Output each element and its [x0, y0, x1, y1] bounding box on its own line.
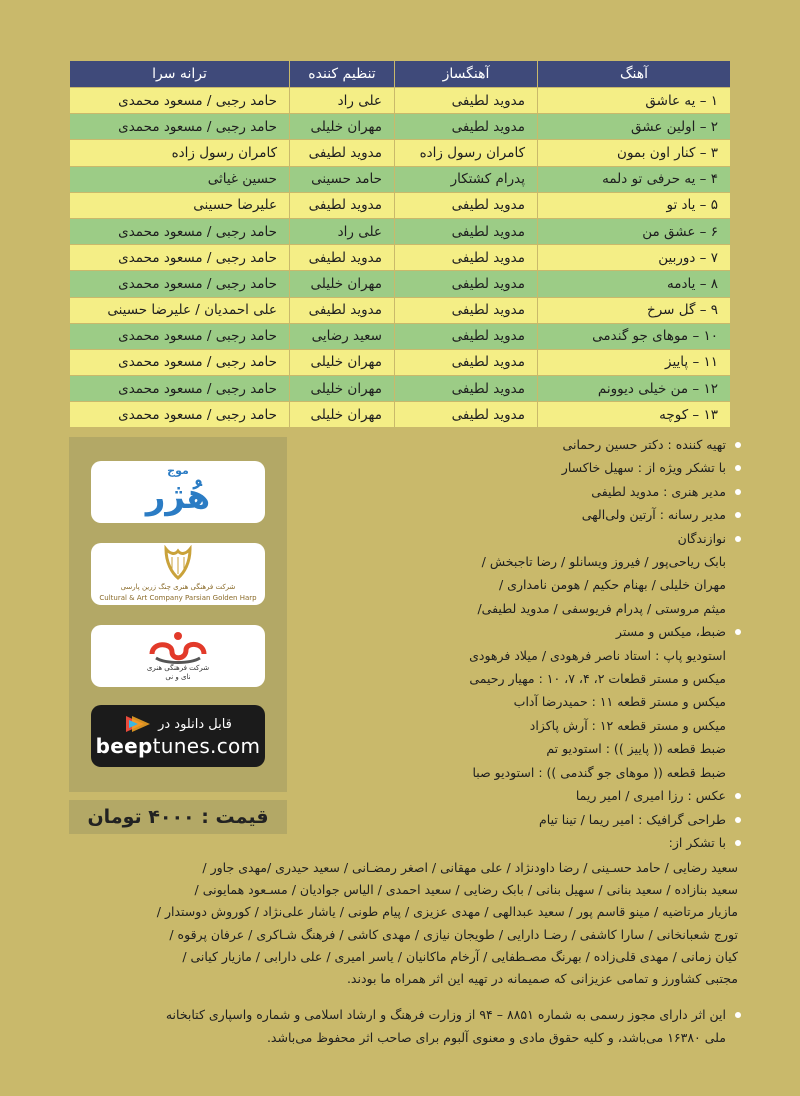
credit-line: طراحی گرافیک : امیر ریما / تینا تیام — [318, 808, 738, 831]
beeptunes-wordmark-rest: tunes.com — [152, 734, 261, 758]
lyricist-cell: حامد رجبی / مسعود محمدی — [70, 402, 290, 428]
table-row — [70, 192, 731, 218]
composer-cell: مدوید لطیفی — [395, 245, 538, 271]
thanks-line: سعید بنازاده / سعید بنانی / سهیل بنانی / بابک رضایی / سعید احمدی / الیاس جوادیان / مسـعود همایونی / — [194, 882, 738, 898]
credit-line: با تشکر از: — [318, 831, 738, 854]
lyricist-cell: حسین غیاثی — [70, 166, 290, 192]
arranger-cell: مدوید لطیفی — [290, 192, 395, 218]
credit-line: میثم مروستی / پدرام فریوسفی / مدوید لطیفی/ — [477, 600, 726, 616]
logo-panel — [69, 437, 287, 792]
song-cell: ۳ – کنار اون بمون — [538, 140, 731, 166]
composer-cell: مدوید لطیفی — [395, 323, 538, 349]
harp-icon — [158, 545, 198, 581]
arranger-cell: علی راد — [290, 218, 395, 244]
lyricist-cell: حامد رجبی / مسعود محمدی — [70, 88, 290, 114]
arranger-cell: مهران خلیلی — [290, 114, 395, 140]
credit-line: ضبط، میکس و مستر — [318, 620, 738, 643]
composer-cell: مدوید لطیفی — [395, 349, 538, 375]
composer-cell: مدوید لطیفی — [395, 271, 538, 297]
thanks-line: کیان زمانی / مهدی قلی‌زاده / بهرنگ مصـطفایی / آرخام ماکانیان / یاسر امیری / علی دارابی / مازیار کیانی / — [182, 948, 738, 964]
song-cell: ۷ – دوربین — [538, 245, 731, 271]
license-notice-line: این اثر دارای مجوز رسمی به شماره ۸۸۵۱ – ۹۴ از وزارت فرهنگ و ارشاد اسلامی و شماره واسپاری کتابخانه — [60, 1004, 738, 1027]
play-icon — [124, 714, 152, 734]
song-cell: ۱۱ – پاییز — [538, 349, 731, 375]
credit-line: ضبط قطعه (( پاییز )) : استودیو تم — [546, 741, 726, 757]
composer-cell: مدوید لطیفی — [395, 192, 538, 218]
arranger-cell: حامد حسینی — [290, 166, 395, 192]
composer-cell: مدوید لطیفی — [395, 218, 538, 244]
arranger-cell: مهران خلیلی — [290, 349, 395, 375]
credit-line: عکس : رزا امیری / امیر ریما — [318, 784, 738, 807]
song-cell: ۲ – اولین عشق — [538, 114, 731, 140]
song-cell: ۹ – گل سرخ — [538, 297, 731, 323]
arranger-cell: علی راد — [290, 88, 395, 114]
table-row — [70, 297, 731, 323]
composer-cell: مدوید لطیفی — [395, 88, 538, 114]
credit-line: نوازندگان — [318, 527, 738, 550]
lyricist-cell: حامد رجبی / مسعود محمدی — [70, 218, 290, 244]
thanks-line: مازیار مرتاضیه / مینو قاسم پور / سعید عبدالهی / مهدی عزیزی / پیام طونی / یاشار علی‌نژاد / کوروش دوستدار / — [156, 904, 738, 920]
table-row — [70, 402, 731, 428]
thanks-line: تورج شعبانخانی / سارا کاشفی / رضـا دارایی / طویجان نیازی / مهدی کاشی / فرهنگ شـاکری / عرفان پرقوه / — [169, 926, 738, 942]
lyricist-cell: حامد رجبی / مسعود محمدی — [70, 245, 290, 271]
lyricist-cell: حامد رجبی / مسعود محمدی — [70, 323, 290, 349]
naay-o-ney-icon — [142, 630, 214, 664]
table-row — [70, 114, 731, 140]
arranger-cell: مدوید لطیفی — [290, 140, 395, 166]
arranger-cell: سعید رضایی — [290, 323, 395, 349]
golden-harp-name-en: Cultural & Art Company Parsian Golden Harp — [99, 594, 257, 602]
lyricist-cell: حامد رجبی / مسعود محمدی — [70, 114, 290, 140]
credit-line: استودیو پاپ : استاد ناصر فرهودی / میلاد فرهودی — [469, 647, 726, 663]
composer-cell: پدرام کشتکار — [395, 166, 538, 192]
arranger-cell: مدوید لطیفی — [290, 297, 395, 323]
arranger-cell: مهران خلیلی — [290, 402, 395, 428]
credit-line: با تشکر ویژه از : سهیل خاکسار — [318, 456, 738, 479]
table-row — [70, 323, 731, 349]
naay-o-ney-name: نای و نی — [165, 673, 191, 681]
song-cell: ۱۳ – کوچه — [538, 402, 731, 428]
credits-list — [318, 433, 738, 854]
composer-cell: مدوید لطیفی — [395, 114, 538, 140]
composer-cell: کامران رسول زاده — [395, 140, 538, 166]
lyricist-cell: حامد رجبی / مسعود محمدی — [70, 349, 290, 375]
beeptunes-download-label: قابل دانلود در — [158, 716, 232, 732]
lyricist-cell: علیرضا حسینی — [70, 192, 290, 218]
header-composer: آهنگساز — [395, 61, 538, 88]
arranger-cell: مهران خلیلی — [290, 271, 395, 297]
price-label: قیمت : ۴۰۰۰ تومان — [69, 800, 287, 834]
hozar-logo-small: موج — [167, 463, 189, 477]
composer-cell: مدوید لطیفی — [395, 402, 538, 428]
thanks-line: مجتبی کشاورز و تمامی عزیزانی که صمیمانه در تهیه این اثر همراه ما بودند. — [346, 971, 738, 987]
song-cell: ۴ – یه حرفی تو دلمه — [538, 166, 731, 192]
table-row — [70, 376, 731, 402]
naay-o-ney-logo — [91, 625, 265, 687]
header-arranger: تنظیم کننده — [290, 61, 395, 88]
table-header-row — [70, 61, 731, 88]
credit-line: میکس و مستر قطعه ۱۲ : آرش پاکزاد — [529, 717, 726, 733]
credit-line: میکس و مستر قطعات ۲، ۴، ۷، ۱۰ : مهیار رحیمی — [469, 671, 726, 687]
lyricist-cell: علی احمدیان / علیرضا حسینی — [70, 297, 290, 323]
table-row — [70, 271, 731, 297]
hozar-logo-text — [145, 463, 211, 517]
credit-line: میکس و مستر قطعه ۱۱ : حمیدرضا آداب — [513, 694, 726, 710]
tracklist-table — [69, 60, 731, 428]
golden-harp-logo — [91, 543, 265, 605]
credit-line: بابک ریاحی‌پور / فیروز ویسانلو / رضا تاجبخش / — [481, 554, 726, 570]
license-notice-line: ملی ۱۶۳۸۰ می‌باشد، و کلیه حقوق مادی و معنوی آلبوم برای صاحب اثر محفوظ می‌باشد. — [266, 1029, 726, 1045]
song-cell: ۵ – یاد تو — [538, 192, 731, 218]
beeptunes-wordmark — [96, 734, 261, 758]
table-row — [70, 218, 731, 244]
license-notice — [60, 1004, 738, 1049]
hozar-logo — [91, 461, 265, 523]
beeptunes-wordmark-bold: beep — [95, 734, 153, 758]
golden-harp-name-fa: شرکت فرهنگی هنری چنگ زرین پارسی — [120, 583, 236, 591]
credit-line: تهیه کننده : دکتر حسین رحمانی — [318, 433, 738, 456]
hozar-logo-main: هُژر — [145, 476, 211, 517]
table-row — [70, 88, 731, 114]
credit-line: مدیر هنری : مدوید لطیفی — [318, 480, 738, 503]
arranger-cell: مدوید لطیفی — [290, 245, 395, 271]
song-cell: ۱ – یه عاشق — [538, 88, 731, 114]
credit-line: مدیر رسانه : آرتین ولی‌الهی — [318, 503, 738, 526]
composer-cell: مدوید لطیفی — [395, 297, 538, 323]
credit-line: مهران خلیلی / بهنام حکیم / هومن نامداری / — [498, 577, 726, 593]
song-cell: ۱۰ – موهای جو گندمی — [538, 323, 731, 349]
song-cell: ۶ – عشق من — [538, 218, 731, 244]
song-cell: ۸ – یادمه — [538, 271, 731, 297]
header-song: آهنگ — [538, 61, 731, 88]
lyricist-cell: حامد رجبی / مسعود محمدی — [70, 271, 290, 297]
naay-o-ney-label: شرکت فرهنگی هنری — [146, 664, 210, 672]
beeptunes-logo — [91, 705, 265, 767]
table-row — [70, 140, 731, 166]
table-row — [70, 166, 731, 192]
composer-cell: مدوید لطیفی — [395, 376, 538, 402]
thanks-list — [60, 857, 738, 990]
lyricist-cell: کامران رسول زاده — [70, 140, 290, 166]
table-row — [70, 245, 731, 271]
thanks-line: سعید رضایی / حامد حسـینی / رضا داودنژاد / علی مهقانی / اصغر رمضـانی / سعید حیدری /مهدی جاور / — [202, 860, 738, 875]
song-cell: ۱۲ – من خیلی دیوونم — [538, 376, 731, 402]
arranger-cell: مهران خلیلی — [290, 376, 395, 402]
table-row — [70, 349, 731, 375]
beeptunes-label-row — [124, 714, 232, 734]
credit-line: ضبط قطعه (( موهای جو گندمی )) : استودیو صبا — [472, 764, 726, 780]
header-lyricist: ترانه سرا — [70, 61, 290, 88]
lyricist-cell: حامد رجبی / مسعود محمدی — [70, 376, 290, 402]
